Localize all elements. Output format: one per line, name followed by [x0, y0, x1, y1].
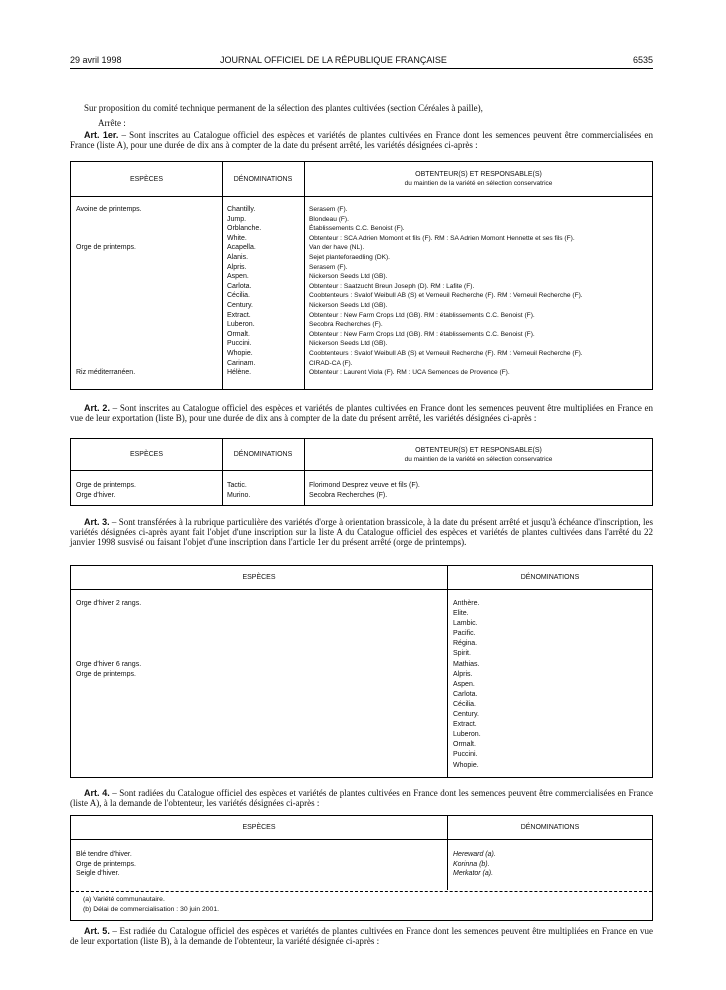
- header-obtenteur: [304, 162, 653, 197]
- header-journal: JOURNAL OFFICIEL DE LA RÉPUBLIQUE FRANÇAISE: [220, 55, 447, 65]
- article-5-label: Art. 5.: [84, 926, 110, 936]
- especes-column: Orge d'hiver 2 rangs. Orge d'hiver 6 rangs. Orge de printemps.: [76, 600, 142, 678]
- article-2-label: Art. 2.: [84, 403, 110, 413]
- obtenteurs-column: Serasem (F). Blondeau (F). Établissements C.C. Benoist (F). Obtenteur : SCA Adrien Momont et fils (F). RM : SA Adrien Momont Hennette et ses fils (F). Van der have (NL). Sejet planteforaedling (DK). Serasem (F). Nickerson Seeds Ltd (GB). Obtenteur : Saatzucht Breun Joseph (D). RM : Lafite (F). Coobtenteurs : Svalof Weibull AB (S) et Verneuil Recherche (F). RM : Verneuil Recherche (F). Nickerson Seeds Ltd (GB). Obtenteur : New Farm Crops Ltd (GB). RM : établissements C.C. Benoist (F). Secobra Recherches (F). Obtenteur : New Farm Crops Ltd (GB). RM : établissements C.C. Benoist (F). Nickerson Seeds Ltd (GB). Coobtenteurs : Svalof Weibull AB (S) et Verneuil Recherche (F). RM : Verneuil Recherche (F). CIRAD-CA (F). Obtenteur : Laurent Viola (F). RM : UCA Semences de Provence (F).: [309, 206, 583, 377]
- article-5: [70, 926, 653, 946]
- obtenteurs-column: Florimond Desprez veuve et fils (F). Secobra Recherches (F).: [309, 482, 420, 499]
- especes-column: Avoine de printemps. Orge de printemps. Riz méditerranéen.: [76, 206, 142, 377]
- header-rule: [70, 68, 653, 69]
- header-denominations: DÉNOMINATIONS: [447, 566, 653, 590]
- article-1-text: – Sont inscrites au Catalogue officiel des espèces et variétés de plantes cultivées en France dont les semences peuvent être commercialisées en France (liste A), pour une durée de dix ans à compter de la date du présent arrêté, les variétés désignées ci-après :: [70, 130, 653, 150]
- denominations-column: Hereward (a). Korinna (b). Merkator (a).: [453, 851, 496, 878]
- header-obtenteur-title: OBTENTEUR(S) ET RESPONSABLE(S): [415, 171, 542, 178]
- table-footnotes: (a) Variété communautaire. (b) Délai de commercialisation : 30 juin 2001.: [83, 896, 220, 913]
- article-3-text: – Sont transférées à la rubrique particulière des variétés d'orge à orientation brassicole, à la date du présent arrêté et jusqu'à échéance d'inscription, les variétés désignées ci-après ayant fait l'objet d'une inscription sur la liste A du Catalogue officiel des espèces et variétés de plantes cultivées dans l'arrêté du 22 janvier 1998 susvisé ou faisant l'objet d'une inscription dans l'article 1er du présent arrêté (orge de printemps).: [70, 517, 653, 547]
- denominations-column: Anthère. Elite. Lambic. Pacific. Régina. Spirit. Mathias. Alpris. Aspen. Carlota. Cécilia. Century. Extract. Luberon. Ormalt. Puccini. Whopie.: [453, 600, 481, 769]
- table-article-2: [70, 438, 653, 506]
- article-1-label: Art. 1er.: [84, 130, 119, 140]
- header-date: 29 avril 1998: [70, 55, 122, 65]
- header-page-number: 6535: [632, 55, 653, 65]
- header-denominations: DÉNOMINATIONS: [447, 816, 653, 840]
- header-especes: ESPÈCES: [71, 816, 447, 840]
- article-2-text: – Sont inscrites au Catalogue officiel des espèces et variétés de plantes cultivées en France dont les semences peuvent être multipliées en France en vue de leur exportation (liste B), pour une durée de dix ans à compter de la date du présent arrêté, les variétés désignées ci-après :: [70, 403, 653, 423]
- header-obtenteur-title: OBTENTEUR(S) ET RESPONSABLE(S): [415, 447, 542, 454]
- header-denominations: DÉNOMINATIONS: [222, 162, 304, 197]
- table-article-4: [70, 815, 653, 921]
- especes-column: Blé tendre d'hiver. Orge de printemps. Seigle d'hiver.: [76, 851, 136, 878]
- column-divider: [447, 566, 448, 777]
- intro-paragraph: Sur proposition du comité technique permanent de la sélection des plantes cultivées (section Céréales à paille),: [84, 103, 483, 113]
- article-3-label: Art. 3.: [84, 517, 110, 527]
- header-obtenteur: [304, 439, 653, 471]
- article-4-text: – Sont radiées du Catalogue officiel des espèces et variétés de plantes cultivées en France dont les semences peuvent être commercialisées en France (liste A), à la demande de l'obtenteur, les variétés désignées ci-après :: [70, 788, 653, 808]
- header-obtenteur-subtitle: du maintien de la variété en sélection conservatrice: [404, 180, 553, 187]
- table-article-1: [70, 161, 653, 390]
- header-especes: ESPÈCES: [71, 162, 222, 197]
- header-obtenteur-subtitle: du maintien de la variété en sélection conservatrice: [404, 456, 553, 463]
- header-especes: ESPÈCES: [71, 439, 222, 471]
- denominations-column: Tactic. Murino.: [227, 482, 251, 499]
- page-header: [70, 55, 653, 69]
- header-especes: ESPÈCES: [71, 566, 447, 590]
- article-1: [70, 130, 653, 150]
- header-denominations: DÉNOMINATIONS: [222, 439, 304, 471]
- article-2: [70, 403, 653, 423]
- article-4: [70, 788, 653, 808]
- article-4-label: Art. 4.: [84, 788, 110, 798]
- article-5-text: – Est radiée du Catalogue officiel des espèces et variétés de plantes cultivées en France dont les semences peuvent être multipliées en France en vue de leur exportation (liste B), à la demande de l'obtenteur, la variété désignée ci-après :: [70, 926, 653, 946]
- article-3: [70, 517, 653, 547]
- especes-column: Orge de printemps. Orge d'hiver.: [76, 482, 136, 499]
- notes-divider: [71, 891, 652, 892]
- table-article-3: [70, 565, 653, 778]
- denominations-column: Chantilly. Jump. Orblanche. White. Acapella. Alanis. Alpris. Aspen. Carlota. Cécilia. Century. Extract. Luberon. Ormalt. Puccini. Whopie. Carinam. Hélène.: [227, 206, 262, 377]
- arrete-line: Arrête :: [98, 118, 126, 128]
